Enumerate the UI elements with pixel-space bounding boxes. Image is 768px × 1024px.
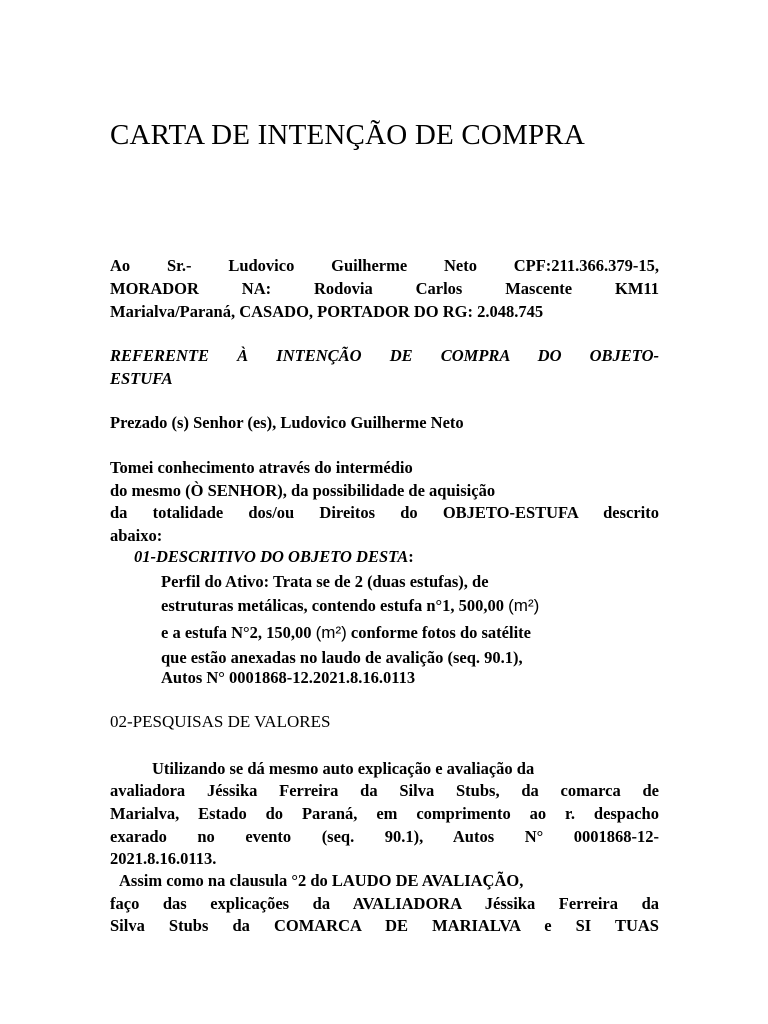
paragraph-line: exarado no evento (seq. 90.1), Autos N° 0001868-12-	[110, 827, 659, 846]
description-line: que estão anexadas no laudo de avalição (seq. 90.1),	[161, 648, 523, 667]
description-text: estruturas metálicas, contendo estufa n°1, 500,00	[161, 596, 509, 615]
paragraph-line: faço das explicações da AVALIADORA Jéssika Ferreira da	[110, 894, 659, 913]
recipient-line: MORADOR NA: Rodovia Carlos Mascente KM11	[110, 279, 659, 298]
paragraph-line: do mesmo (Ò SENHOR), da possibilidade de aquisição	[110, 481, 496, 500]
description-line	[161, 596, 539, 616]
description-line: Perfil do Ativo: Trata se de 2 (duas estufas), de	[161, 572, 489, 591]
paragraph-line: da totalidade dos/ou Direitos do OBJETO-ESTUFA descrito	[110, 503, 659, 522]
paragraph-line: Utilizando se dá mesmo auto explicação e avaliação da	[152, 759, 535, 778]
paragraph-line: Tomei conhecimento através do intermédio	[110, 458, 413, 477]
recipient-line: Ao Sr.- Ludovico Guilherme Neto CPF:211.366.379-15,	[110, 256, 659, 275]
reference-line: REFERENTE À INTENÇÃO DE COMPRA DO OBJETO-	[110, 346, 659, 365]
section-heading: 02-PESQUISAS DE VALORES	[110, 712, 331, 731]
reference-line: ESTUFA	[110, 369, 173, 388]
salutation: Prezado (s) Senhor (es), Ludovico Guilherme Neto	[110, 413, 464, 432]
description-text: conforme fotos do satélite	[346, 623, 531, 642]
description-line	[161, 623, 531, 643]
description-text: e a estufa N°2, 150,00	[161, 623, 316, 642]
section-heading-colon: :	[408, 547, 414, 566]
paragraph-line: Silva Stubs da COMARCA DE MARIALVA e SI TUAS	[110, 916, 659, 935]
unit-label: (m²)	[315, 623, 347, 642]
paragraph-line: abaixo:	[110, 526, 163, 545]
section-heading	[134, 547, 414, 567]
paragraph-line: avaliadora Jéssika Ferreira da Silva Stubs, da comarca de	[110, 781, 659, 800]
unit-label: (m²)	[508, 596, 540, 615]
description-line: Autos N° 0001868-12.2021.8.16.0113	[161, 668, 416, 687]
document-title: CARTA DE INTENÇÃO DE COMPRA	[110, 119, 586, 151]
section-heading-text: 01-DESCRITIVO DO OBJETO DESTA	[134, 547, 409, 566]
paragraph-line: Assim como na clausula °2 do LAUDO DE AVALIAÇÃO,	[119, 871, 524, 890]
recipient-line: Marialva/Paraná, CASADO, PORTADOR DO RG: 2.048.745	[110, 302, 544, 321]
paragraph-line: Marialva, Estado do Paraná, em comprimento ao r. despacho	[110, 804, 659, 823]
paragraph-line: 2021.8.16.0113.	[110, 849, 217, 868]
